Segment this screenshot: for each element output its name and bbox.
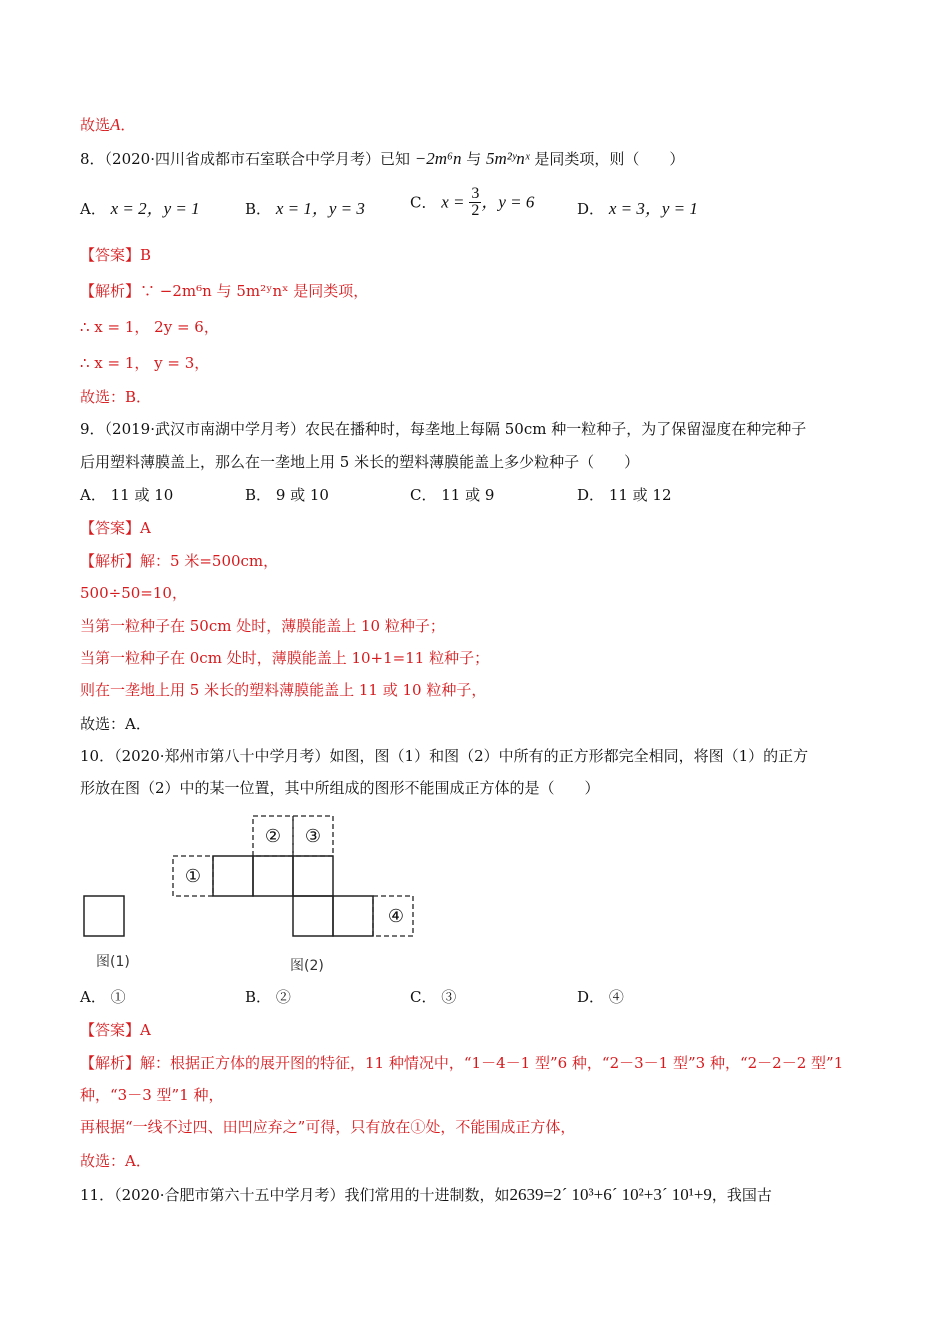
q8-analysis-2: ∴ x = 1， 2y = 6，	[80, 318, 219, 336]
net-square-5	[333, 896, 373, 936]
q8-analysis-1: 【解析】∵ −2m⁶n 与 5m²ʸnˣ 是同类项，	[80, 282, 369, 300]
net-square-3	[293, 856, 333, 896]
q11-stem: 11．（2020·合肥市第六十五中学月考）我们常用的十进制数，如2639=2´ 10³+6´ 10²+3´ 10¹+9，我国古	[80, 1185, 772, 1204]
q10-analysis-1: 【解析】解：根据正方体的展开图的特征，11 种情况中，“1－4－1 型”6 种，“2－3－1 型”3 种，“2－2－2 型”1	[80, 1054, 844, 1072]
q10-figure	[0, 800, 950, 980]
q10-option-b: B． ②	[245, 988, 291, 1006]
q9-analysis-1: 【解析】解：5 米=500cm，	[80, 552, 279, 570]
net-square-1	[213, 856, 253, 896]
q8-analysis-4: 故选：B．	[80, 388, 152, 406]
q9-analysis-5: 则在一垄地上用 5 米长的塑料薄膜能盖上 11 或 10 粒种子，	[80, 681, 487, 699]
q8-option-b: B． x = 1，y = 3	[245, 199, 365, 218]
q10-analysis-4: 故选：A．	[80, 1152, 151, 1170]
q9-stem-1: 9．（2019·武汉市南湖中学月考）农民在播种时，每垄地上每隔 50cm 种一粒种子，为了保留湿度在种完种子	[80, 420, 807, 438]
q10-option-a: A． ①	[80, 988, 126, 1006]
q9-stem-2: 后用塑料薄膜盖上，那么在一垄地上用 5 米长的塑料薄膜能盖上多少粒种子（ ）	[80, 453, 640, 471]
q10-stem-2: 形放在图（2）中的某一位置，其中所组成的图形不能围成正方体的是（ ）	[80, 779, 600, 797]
q9-option-a: A． 11 或 10	[80, 486, 174, 504]
q9-analysis-6: 故选：A．	[80, 715, 151, 733]
q9-option-c: C． 11 或 9	[410, 486, 495, 504]
net-square-2	[253, 856, 293, 896]
q8-option-c: C． x = $\frac{3}{2}$ ，y = 6	[410, 185, 535, 219]
q9-analysis-3: 当第一粒种子在 50cm 处时，薄膜能盖上 10 粒种子；	[80, 617, 445, 635]
q8-analysis-3: ∴ x = 1， y = 3，	[80, 354, 210, 372]
q10-answer: 【答案】A	[80, 1021, 151, 1039]
q9-option-d: D． 11 或 12	[577, 486, 672, 504]
q8-answer: 【答案】B	[80, 246, 152, 264]
q8-option-d: D． x = 3，y = 1	[577, 199, 698, 218]
q9-answer: 【答案】A	[80, 519, 151, 537]
q10-option-c: C． ③	[410, 988, 457, 1006]
q8-option-a: A． x = 2，y = 1	[80, 199, 200, 218]
q7-answer: A	[110, 115, 121, 134]
q8-term2: 5m²ʸnˣ	[486, 149, 530, 168]
q11-math: 2639=2´ 10³+6´ 10²+3´ 10¹+9	[509, 1185, 712, 1204]
mark-2: ②	[264, 826, 282, 847]
fig2-caption: 图(2)	[290, 958, 324, 974]
q10-stem-1: 10．（2020·郑州市第八十中学月考）如图，图（1）和图（2）中所有的正方形都完全相同，将图（1）的正方	[80, 747, 809, 765]
mark-3: ③	[304, 826, 322, 847]
q9-analysis-4: 当第一粒种子在 0cm 处时，薄膜能盖上 10+1=11 粒种子；	[80, 649, 490, 667]
fig1-square	[84, 896, 124, 936]
q10-analysis-2: 种，“3－3 型”1 种，	[80, 1086, 224, 1104]
net-square-4	[293, 896, 333, 936]
q9-option-b: B． 9 或 10	[245, 486, 329, 504]
q10-option-d: D． ④	[577, 988, 624, 1006]
q8-term1: −2m⁶n	[414, 149, 462, 168]
q8-stem: 8．（2020·四川省成都市石室联合中学月考）已知 −2m⁶n 与 5m²ʸnˣ 是同类项，则（ ）	[80, 149, 685, 168]
q10-analysis-3: 再根据“一线不过四、田凹应弃之”可得，只有放在①处，不能围成正方体，	[80, 1118, 576, 1136]
q9-analysis-2: 500÷50=10，	[80, 584, 187, 602]
fig1-caption: 图(1)	[96, 954, 130, 970]
mark-4: ④	[387, 906, 405, 927]
q7-conclusion: 故选A．	[80, 115, 136, 134]
mark-1: ①	[184, 866, 202, 887]
q8-option-c-fraction: $\frac{3}{2}$	[471, 185, 480, 219]
